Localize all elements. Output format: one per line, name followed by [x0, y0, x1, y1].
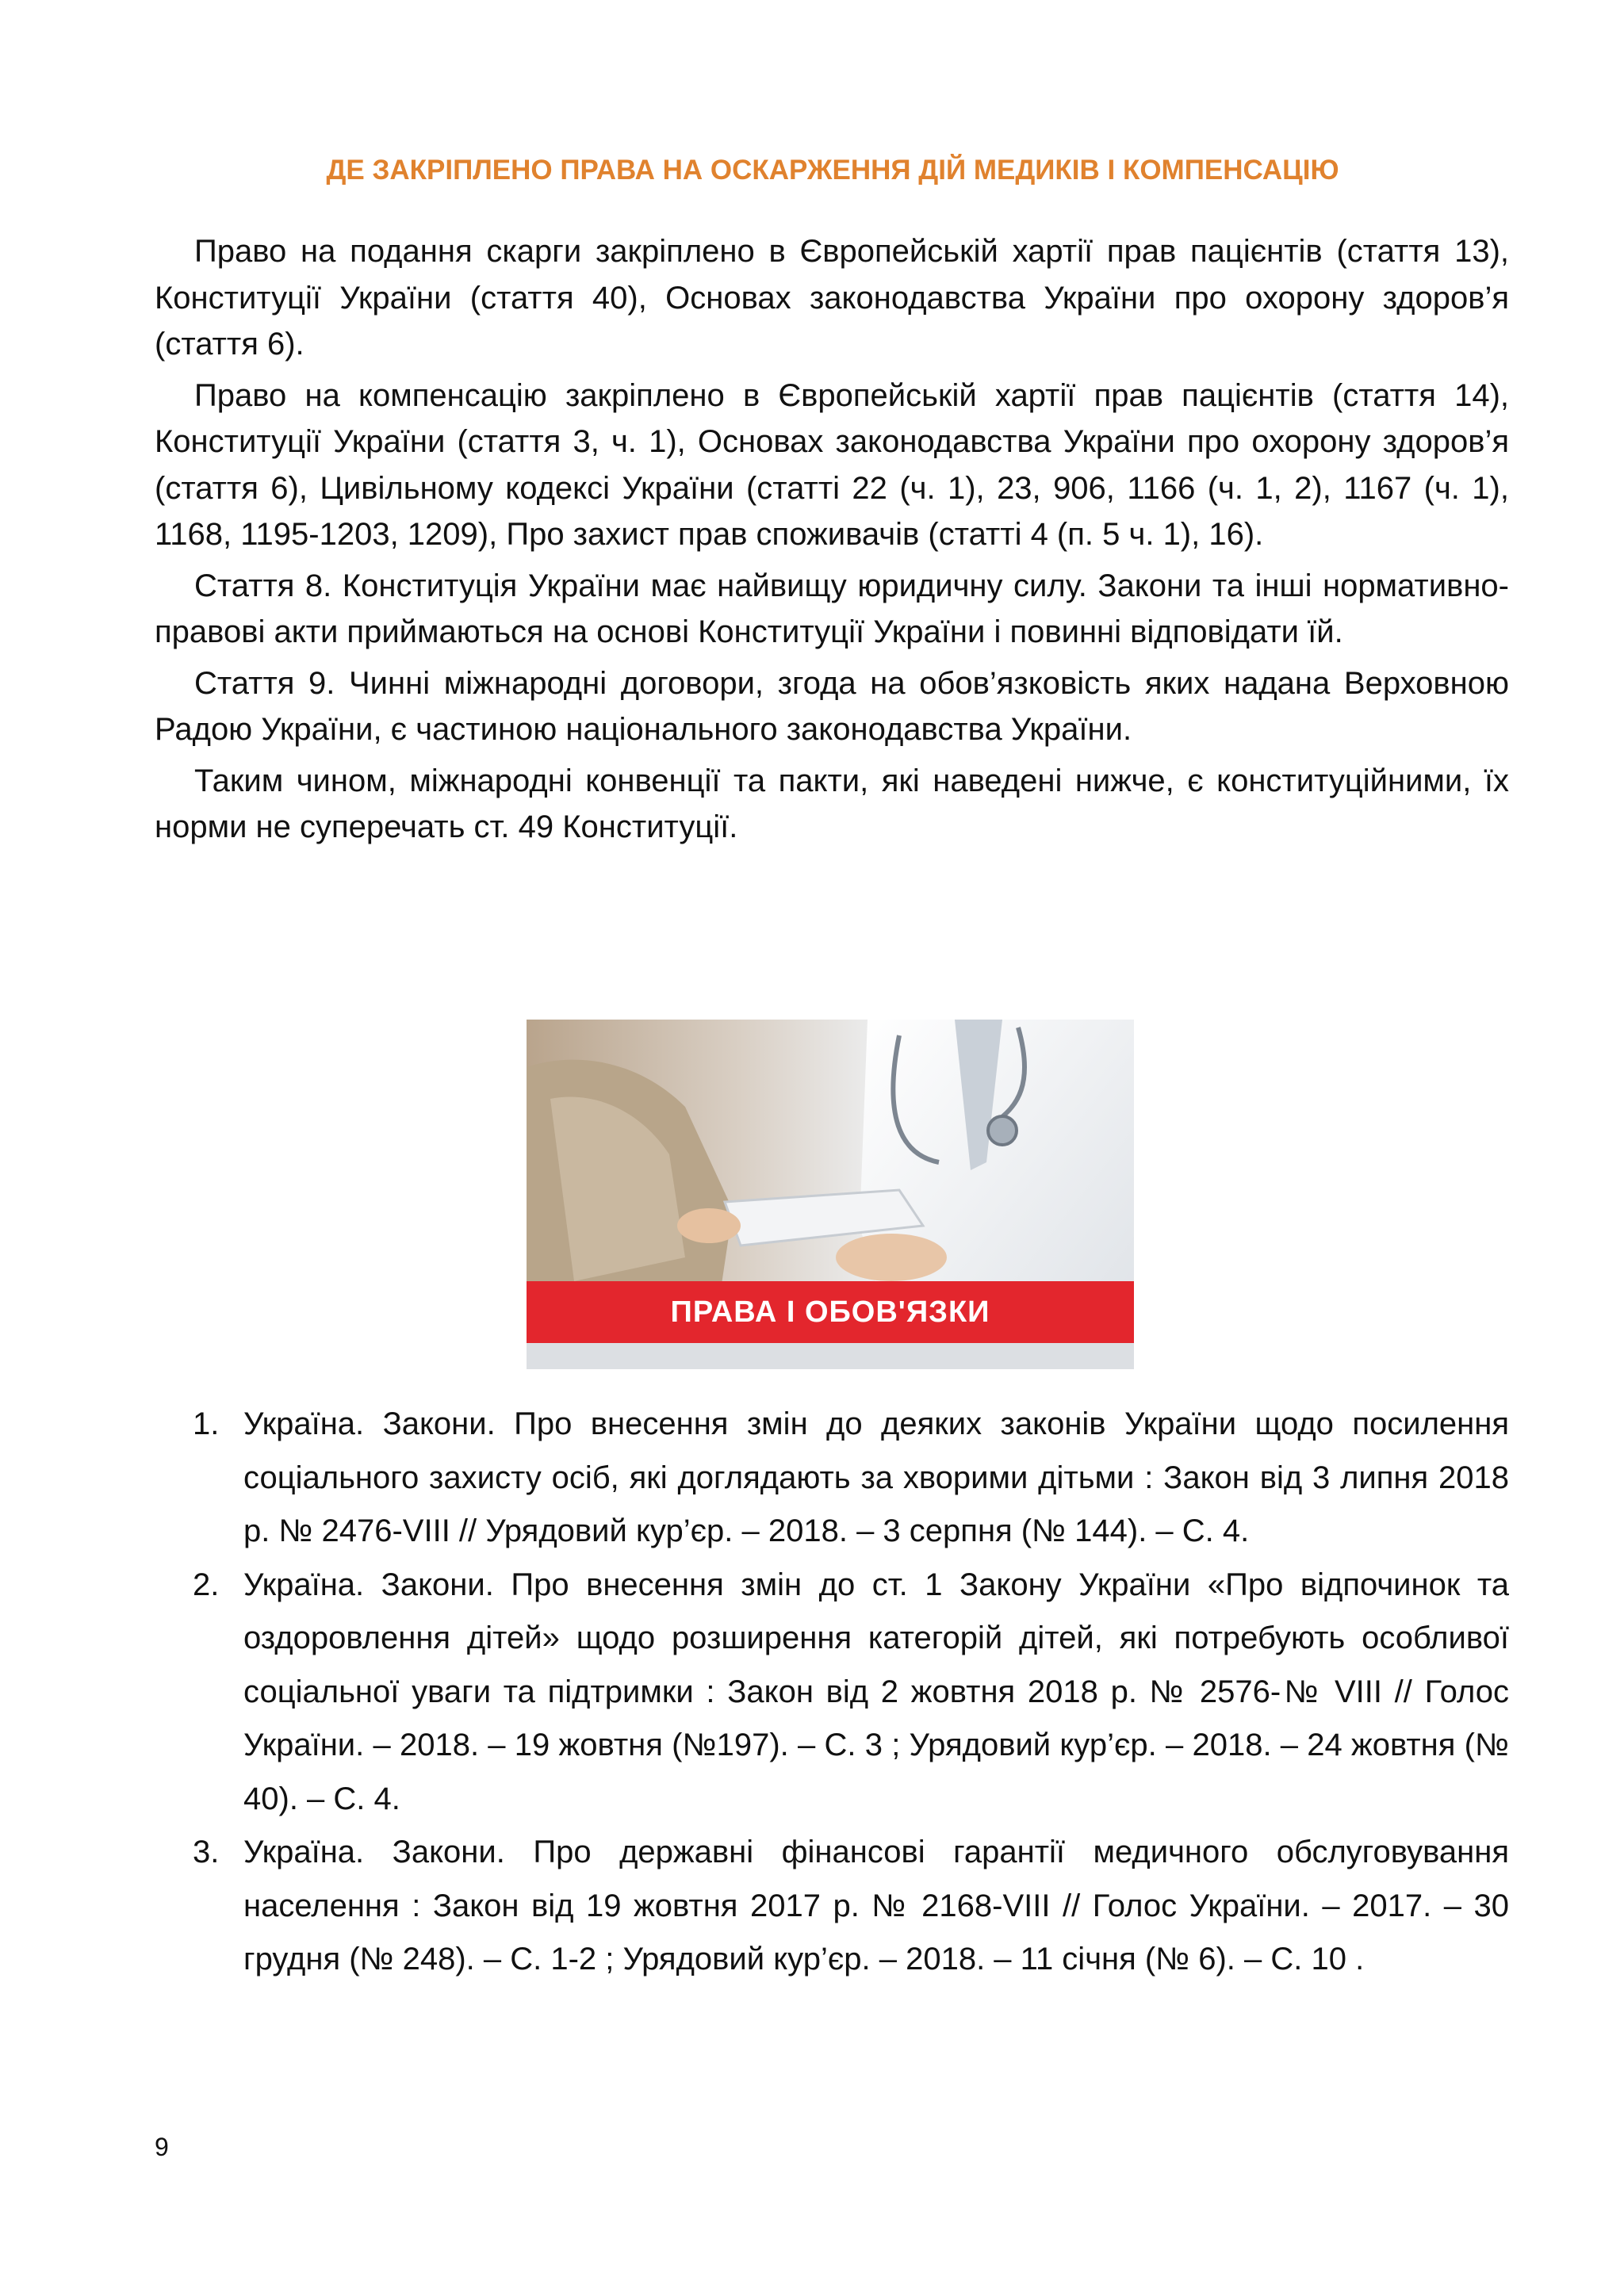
paragraph: Стаття 8. Конституція України має найвищу юридичну силу. Закони та інші нормативно-правові акти приймаються на основі Конституції України і повинні відповідати їй.: [155, 568, 1509, 649]
page-number: 9: [155, 2133, 169, 2161]
list-item: [155, 1559, 1509, 1827]
list-number: 3.: [193, 1835, 220, 1869]
list-text: Україна. Закони. Про внесення змін до деяких законів України щодо посилення соціального захисту осіб, які доглядають за хворими дітьми : Закон від 3 липня 2018 р. № 2476-VIII // Урядовий кур’єр. – 2018. – 3 серпня (№ 144). – С. 4.: [243, 1406, 1509, 1548]
list-text: Україна. Закони. Про державні фінансові гарантії медичного обслуговування населення : Закон від 19 жовтня 2017 р. № 2168-VIII // Голос України. – 2017. – 30 грудня (№ 248). – С. 1-2 ; Урядовий кур’єр. – 2018. – 11 січня (№ 6). – С. 10 .: [243, 1835, 1509, 1976]
paragraph: Стаття 9. Чинні міжнародні договори, згода на обов’язковість яких надана Верховною Радою України, є частиною національного законодавства України.: [155, 665, 1509, 747]
section-heading: ДЕ ЗАКРІПЛЕНО ПРАВА НА ОСКАРЖЕННЯ ДІЙ МЕДИКІВ І КОМПЕНСАЦІЮ: [326, 155, 1339, 186]
rights-and-duties-image: [527, 1020, 1134, 1369]
banner-text: ПРАВА І ОБОВ'ЯЗКИ: [670, 1295, 990, 1329]
list-number: 2.: [193, 1567, 220, 1602]
list-number: 1.: [193, 1406, 220, 1441]
list-item: [155, 1826, 1509, 1987]
list-item: [155, 1398, 1509, 1559]
list-text: Україна. Закони. Про внесення змін до ст. 1 Закону України «Про відпочинок та оздоровлення дітей» щодо розширення категорій дітей, які потребують особливої соціальної уваги та підтримки : Закон від 2 жовтня 2018 р. № 2576-№ VIII // Голос України. – 2018. – 19 жовтня (№197). – С. 3 ; Урядовий кур’єр. – 2018. – 24 жовтня (№ 40). – С. 4.: [243, 1567, 1509, 1816]
paragraph: Таким чином, міжнародні конвенції та пакти, які наведені нижче, є конституційними, їх норми не суперечать ст. 49 Конституції.: [155, 763, 1509, 844]
body-text: [155, 228, 1509, 855]
reference-list: [155, 1398, 1509, 1987]
paragraph: Право на компенсацію закріплено в Європейській хартії прав пацієнтів (стаття 14), Конституції України (стаття 3, ч. 1), Основах законодавства України про охорону здоров’я (стаття 6), Цивільному кодексі України (статті 22 (ч. 1), 23, 906, 1166 (ч. 1, 2), 1167 (ч. 1), 1168, 1195-1203, 1209), Про захист прав споживачів (статті 4 (п. 5 ч. 1), 16).: [155, 377, 1509, 552]
paragraph: Право на подання скарги закріплено в Європейській хартії прав пацієнтів (стаття 13), Конституції України (стаття 40), Основах законодавства України про охорону здоров’я (стаття 6).: [155, 234, 1509, 362]
